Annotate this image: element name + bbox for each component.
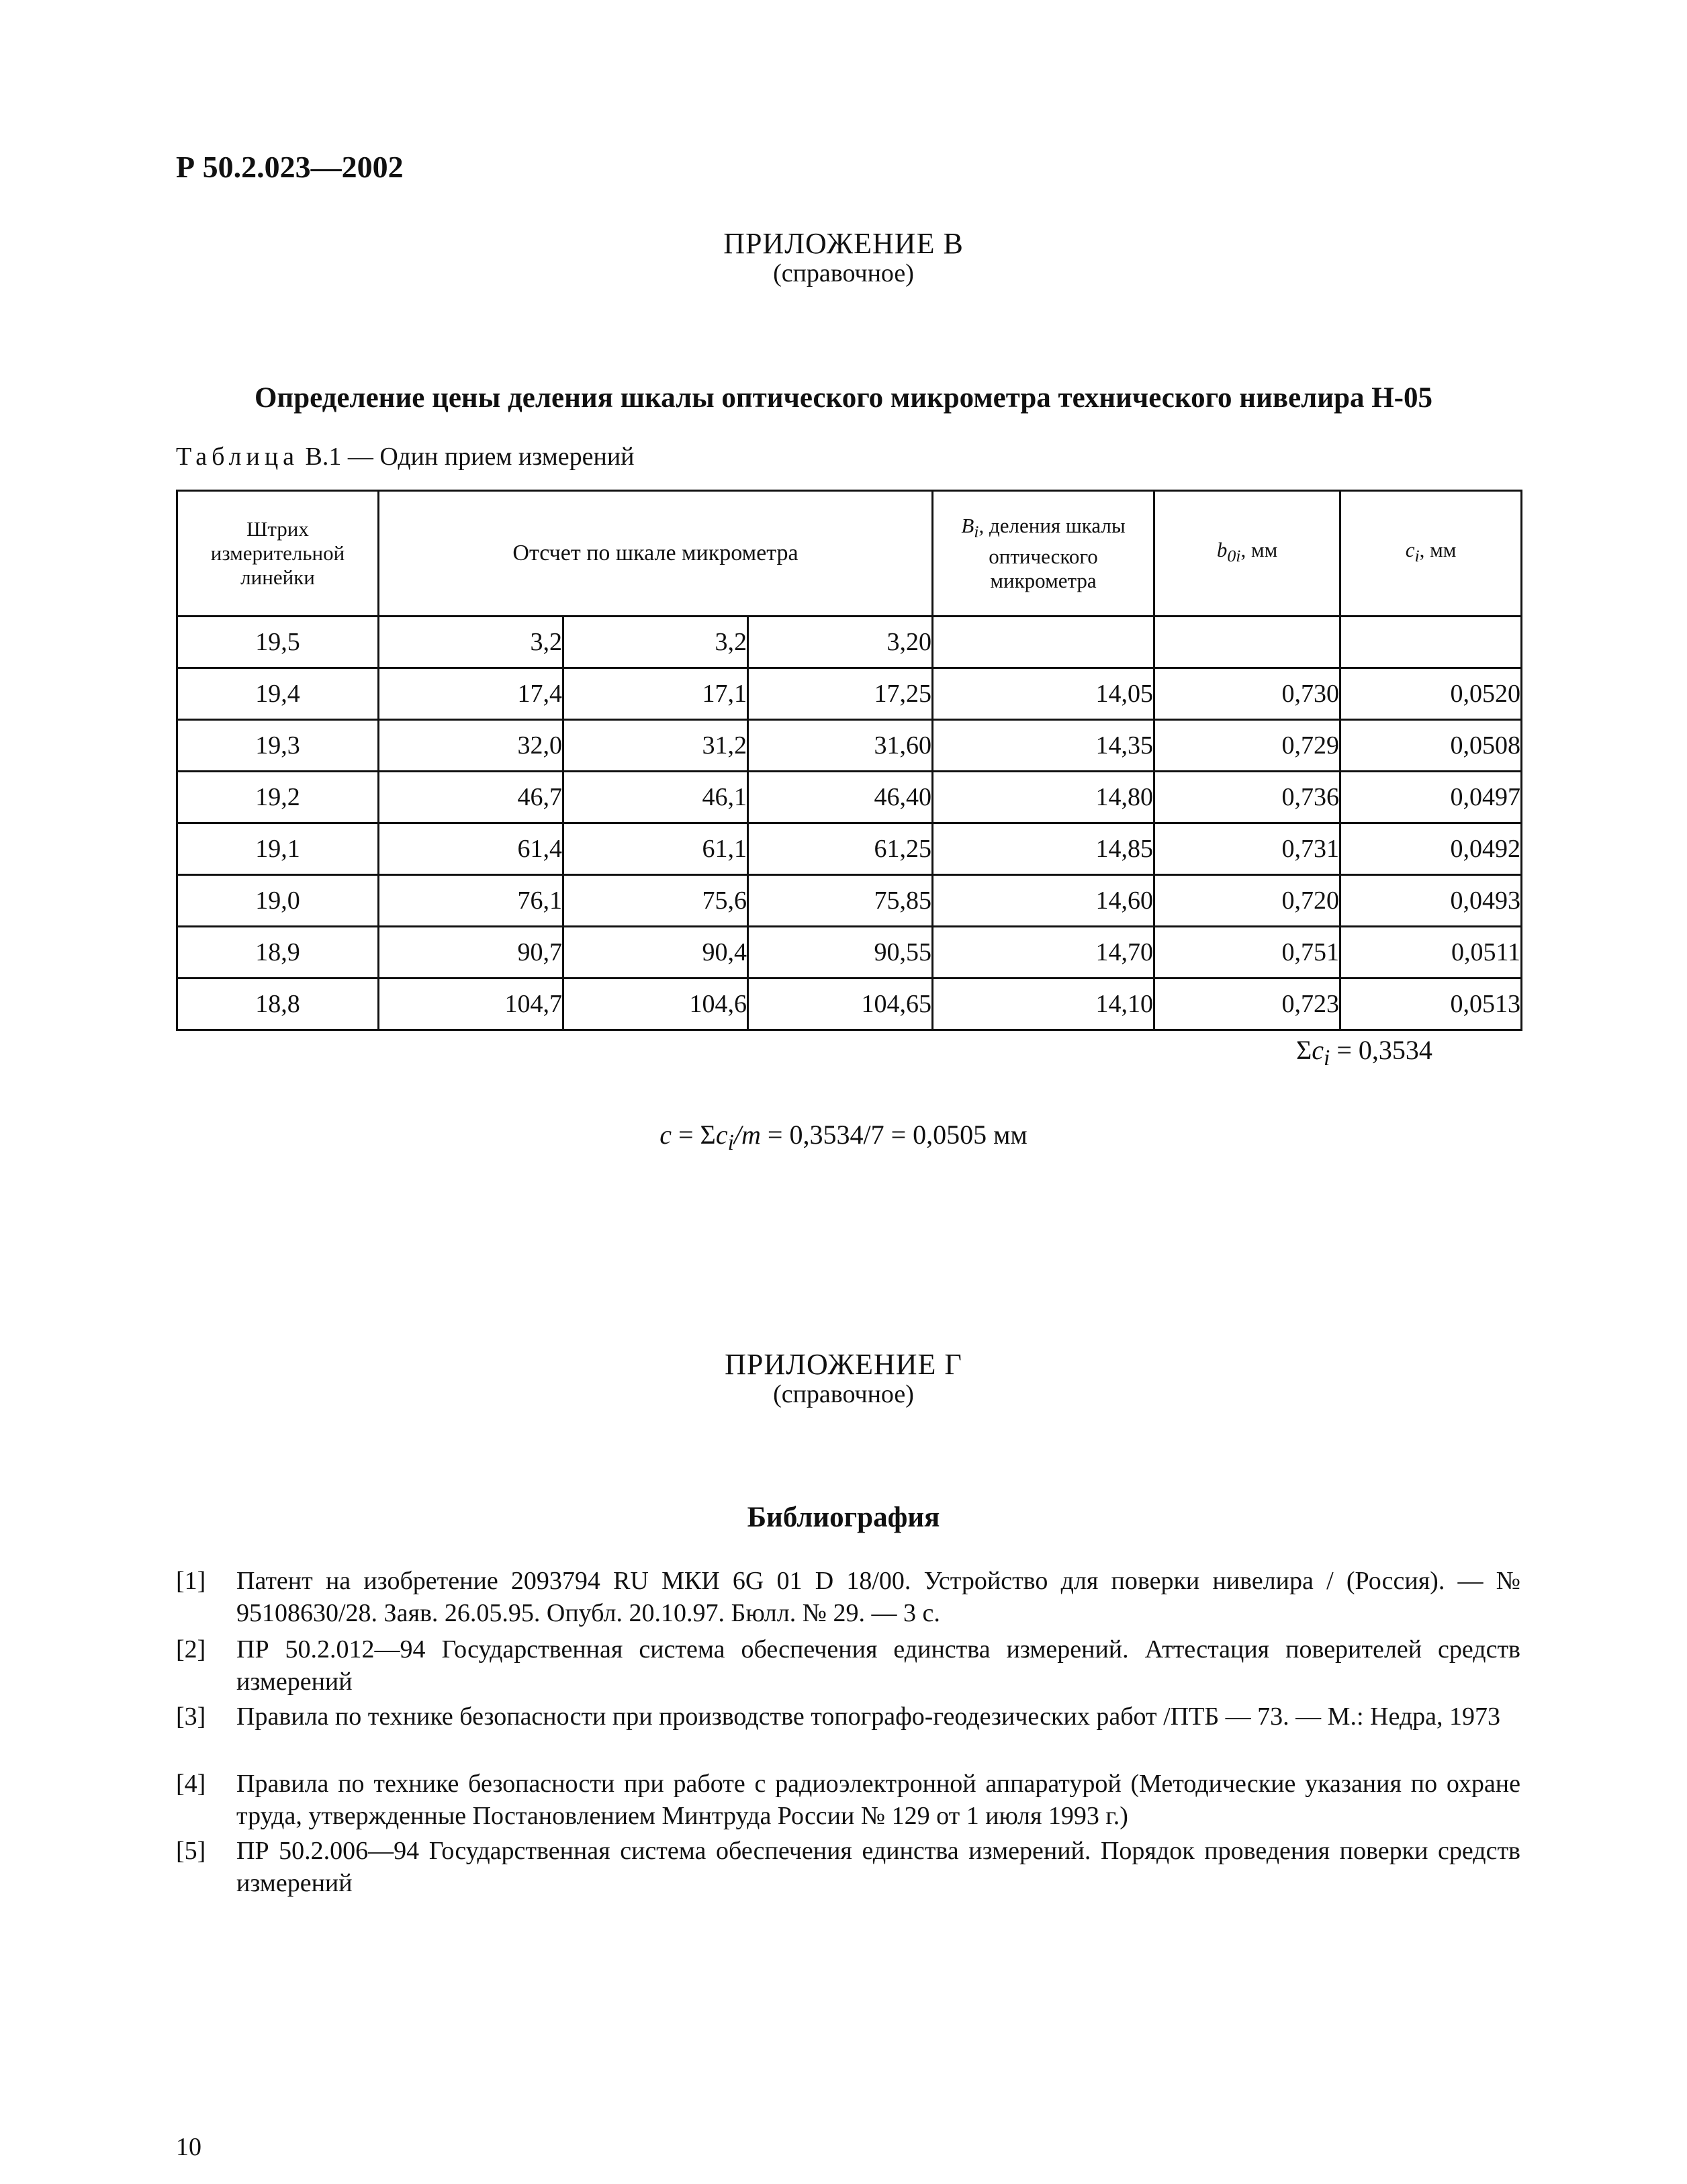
cell-reading-1: 3,2 [379, 617, 563, 668]
appendix-v-subtitle: (справочное) [773, 259, 914, 287]
header-ci: $c_i$, мм [1340, 491, 1522, 617]
page-number: 10 [176, 2133, 201, 2161]
cell-reading-1: 104,7 [379, 979, 563, 1030]
cell-ci-value: 0,0493 [1340, 875, 1522, 927]
bibliography-item-4: [4] Правила по технике безопасности при работе с радиоэлектронной аппаратурой (Методические указания по охране труда, утвержденные Постановлением Минтруда России № 129 от 1 июля 1993 г.) [176, 1770, 1520, 1830]
table-row [177, 772, 1522, 823]
sum-ci: $\Sigma c_i = 0,3534$ [1296, 1035, 1432, 1071]
cell-reading-mean: 31,60 [748, 720, 933, 772]
appendix-g-subtitle: (справочное) [773, 1380, 914, 1408]
cell-stroke-value: 19,2 [177, 772, 379, 823]
cell-ci-value: 0,0520 [1340, 668, 1522, 720]
cell-bi-value: 14,85 [933, 823, 1154, 875]
cell-ci-value [1340, 617, 1522, 668]
cell-stroke-value: 18,9 [177, 927, 379, 979]
header-bi: $B_i$, деления шкалы оптического микрометра [933, 491, 1154, 617]
bibliography-item-5: [5] ПР 50.2.006—94 Государственная система обеспечения единства измерений. Порядок проведения поверки средств измерений [176, 1837, 1520, 1897]
cell-stroke-value: 19,3 [177, 720, 379, 772]
cell-reading-2: 61,1 [563, 823, 748, 875]
cell-bi-value: 14,10 [933, 979, 1154, 1030]
table-header-row [177, 491, 1522, 617]
cell-reading-1: 90,7 [379, 927, 563, 979]
table-row [177, 927, 1522, 979]
cell-stroke-value: 19,1 [177, 823, 379, 875]
cell-reading-1: 32,0 [379, 720, 563, 772]
cell-bi-value: 14,70 [933, 927, 1154, 979]
table-row [177, 668, 1522, 720]
cell-b0i-value [1154, 617, 1340, 668]
cell-b0i-value: 0,720 [1154, 875, 1340, 927]
cell-reading-2: 75,6 [563, 875, 748, 927]
appendix-v-heading: Определение цены деления шкалы оптического микрометра технического нивелира Н-05 [254, 382, 1432, 414]
document-code: Р 50.2.023—2002 [176, 150, 404, 184]
cell-reading-2: 104,6 [563, 979, 748, 1030]
cell-ci-value: 0,0492 [1340, 823, 1522, 875]
table-row [177, 979, 1522, 1030]
cell-ci-value: 0,0513 [1340, 979, 1522, 1030]
appendix-g-title: ПРИЛОЖЕНИЕ Г [725, 1348, 962, 1381]
header-b0i: $b_{0i}$, мм [1154, 491, 1340, 617]
cell-ci-value: 0,0511 [1340, 927, 1522, 979]
cell-b0i-value: 0,723 [1154, 979, 1340, 1030]
measurement-table [176, 490, 1522, 1031]
cell-reading-1: 61,4 [379, 823, 563, 875]
table-row [177, 823, 1522, 875]
cell-b0i-value: 0,731 [1154, 823, 1340, 875]
cell-b0i-value: 0,730 [1154, 668, 1340, 720]
formula-c: $c = \Sigma c_i/m = 0,3534/7 = 0,0505$ мм [659, 1120, 1028, 1155]
cell-reading-mean: 75,85 [748, 875, 933, 927]
cell-reading-2: 3,2 [563, 617, 748, 668]
bibliography-heading: Библиография [747, 1502, 940, 1533]
cell-reading-mean: 46,40 [748, 772, 933, 823]
table-row [177, 875, 1522, 927]
header-stroke: Штрих измерительной линейки [177, 491, 379, 617]
cell-bi-value: 14,80 [933, 772, 1154, 823]
cell-reading-mean: 90,55 [748, 927, 933, 979]
cell-reading-2: 17,1 [563, 668, 748, 720]
cell-reading-mean: 61,25 [748, 823, 933, 875]
cell-reading-1: 17,4 [379, 668, 563, 720]
bibliography-item-1: [1] Патент на изобретение 2093794 RU МКИ 6G 01 D 18/00. Устройство для поверки нивелира / (Россия). — № 95108630/28. Заяв. 26.05.95. Опубл. 20.10.97. Бюлл. № 29. — 3 с. [176, 1567, 1520, 1627]
header-micrometer-reading: Отсчет по шкале микрометра [379, 491, 933, 617]
table-row [177, 617, 1522, 668]
table-row [177, 720, 1522, 772]
cell-b0i-value: 0,736 [1154, 772, 1340, 823]
table-caption [176, 442, 635, 471]
cell-reading-1: 46,7 [379, 772, 563, 823]
bibliography-item-3: [3] Правила по технике безопасности при производстве топографо-геодезических работ /ПТБ — 73. — М.: Недра, 1973 [176, 1702, 1501, 1731]
table-caption-rest: В.1 — Один прием измерений [299, 443, 635, 471]
cell-reading-mean: 3,20 [748, 617, 933, 668]
cell-reading-2: 31,2 [563, 720, 748, 772]
cell-bi-value: 14,60 [933, 875, 1154, 927]
cell-ci-value: 0,0497 [1340, 772, 1522, 823]
cell-ci-value: 0,0508 [1340, 720, 1522, 772]
cell-bi-value: 14,35 [933, 720, 1154, 772]
cell-reading-2: 46,1 [563, 772, 748, 823]
cell-b0i-value: 0,729 [1154, 720, 1340, 772]
cell-reading-mean: 104,65 [748, 979, 933, 1030]
cell-reading-2: 90,4 [563, 927, 748, 979]
cell-stroke-value: 19,5 [177, 617, 379, 668]
bibliography-item-2: [2] ПР 50.2.012—94 Государственная система обеспечения единства измерений. Аттестация поверителей средств измерений [176, 1635, 1520, 1696]
cell-bi-value [933, 617, 1154, 668]
appendix-v-title: ПРИЛОЖЕНИЕ В [723, 227, 964, 260]
table-caption-prefix: Таблица [176, 443, 300, 471]
cell-reading-mean: 17,25 [748, 668, 933, 720]
cell-stroke-value: 19,0 [177, 875, 379, 927]
cell-stroke-value: 19,4 [177, 668, 379, 720]
cell-stroke-value: 18,8 [177, 979, 379, 1030]
cell-b0i-value: 0,751 [1154, 927, 1340, 979]
cell-reading-1: 76,1 [379, 875, 563, 927]
cell-bi-value: 14,05 [933, 668, 1154, 720]
